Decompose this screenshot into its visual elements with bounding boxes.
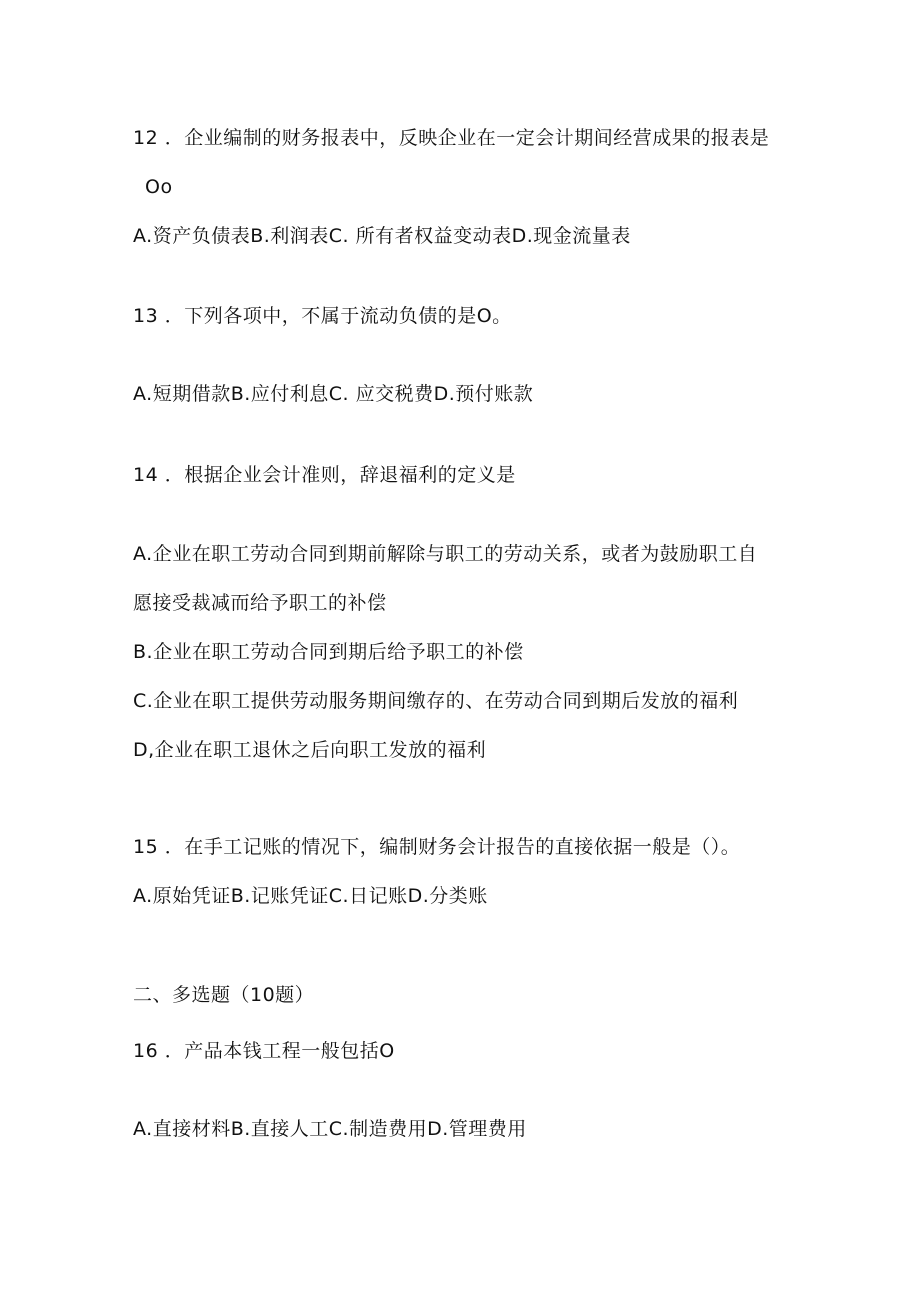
q14-option-d: D,企业在职工退休之后向职工发放的福利 (133, 739, 487, 761)
q14-stem: 14 ．根据企业会计准则，辞退福利的定义是 (133, 464, 516, 486)
q13-options: A.短期借款B.应付利息C. 应交税费D.预付账款 (133, 383, 534, 405)
q12-options: A.资产负债表B.利润表C. 所有者权益变动表D.现金流量表 (133, 225, 631, 247)
q16-stem: 16 ．产品本钱工程一般包括O (133, 1040, 395, 1062)
section-heading: 二、多选题（10题） (133, 984, 315, 1006)
q12-stem-line2: Oo (145, 176, 173, 198)
q15-stem: 15 ．在手工记账的情况下，编制财务会计报告的直接依据一般是（）。 (133, 836, 741, 858)
q16-options: A.直接材料B.直接人工C.制造费用D.管理费用 (133, 1118, 527, 1140)
q14-option-a-line2: 愿接受裁减而给予职工的补偿 (133, 592, 387, 614)
q15-options: A.原始凭证B.记账凭证C.日记账D.分类账 (133, 885, 488, 907)
q14-option-c: C.企业在职工提供劳动服务期间缴存的、在劳动合同到期后发放的福利 (133, 690, 739, 712)
q13-stem: 13 ．下列各项中，不属于流动负债的是O。 (133, 305, 512, 327)
q14-option-b: B.企业在职工劳动合同到期后给予职工的补偿 (133, 641, 524, 663)
q14-option-a-line1: A.企业在职工劳动合同到期前解除与职工的劳动关系，或者为鼓励职工自 (133, 543, 758, 565)
q12-stem-line1: 12 ．企业编制的财务报表中，反映企业在一定会计期间经营成果的报表是 (133, 127, 770, 149)
